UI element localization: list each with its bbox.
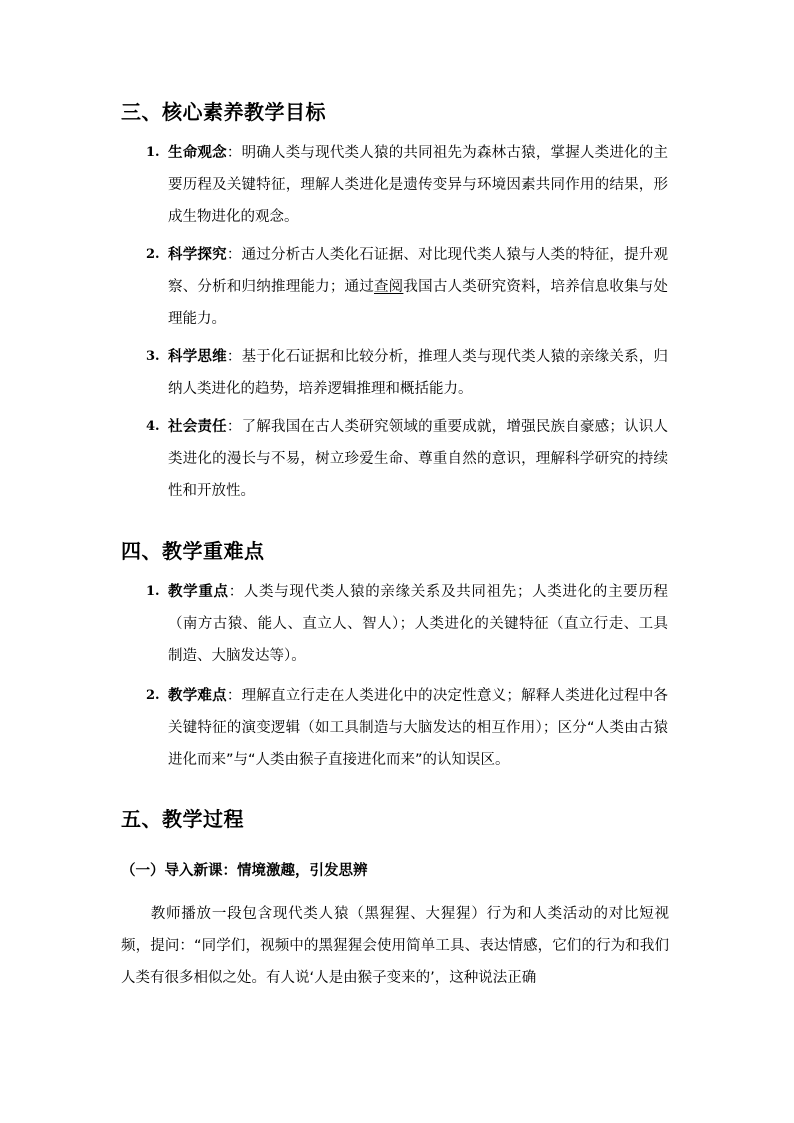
list-item: [146, 680, 669, 776]
item-number: 1.: [146, 584, 160, 599]
item-term: 教学难点: [168, 688, 227, 704]
item-term: 生命观念: [168, 145, 227, 161]
section-title-core-literacy: 三、核心素养教学目标: [121, 100, 326, 124]
list-item: [146, 239, 669, 335]
item-separator: ：: [226, 145, 242, 161]
item-text: 理解直立行走在人类进化中的决定性意义；解释人类进化过程中各关键特征的演变逻辑（如工具制造与大脑发达的相互作用）；区分“人类由古猿进化而来”与“人类由猴子直接进化而来”的认知误区。: [168, 688, 669, 768]
item-term: 科学思维: [168, 349, 227, 365]
item-term: 社会责任: [168, 419, 227, 435]
item-number: 1.: [146, 145, 160, 160]
item-number: 4.: [146, 419, 160, 434]
item-text: 我国古人类研究资料，培养信息收集与处理能力。: [168, 279, 669, 327]
item-separator: ：: [226, 419, 242, 435]
item-separator: ：: [226, 349, 242, 365]
list-item: [146, 137, 669, 233]
paragraph-text: 教师播放一段包含现代类人猿（黑猩猩、大猩猩）行为和人类活动的对比短视频，提问：“同学们，视频中的黑猩猩会使用简单工具、表达情感，它们的行为和我们人类有很多相似之处。有人说‘人是由猴子变来的’，这种说法正确: [121, 906, 669, 986]
item-number: 2.: [146, 247, 160, 262]
list-item: [146, 576, 668, 672]
subsection-title: （一）导入新课：情境激趣，引发思辨: [121, 863, 368, 879]
item-text: 人类与现代类人猿的亲缘关系及共同祖先；人类进化的主要历程（南方古猿、能人、直立人、智人）；人类进化的关键特征（直立行走、工具制造、大脑发达等）。: [168, 584, 668, 664]
item-term: 科学探究: [168, 247, 227, 263]
item-text: 了解我国在古人类研究领域的重要成就，增强民族自豪感；认识人类进化的漫长与不易，树立珍爱生命、尊重自然的意识，理解科学研究的持续性和开放性。: [168, 419, 669, 499]
list-item: [146, 341, 669, 405]
item-text: 明确人类与现代类人猿的共同祖先为森林古猿，掌握人类进化的主要历程及关键特征，理解人类进化是遗传变异与环境因素共同作用的结果，形成生物进化的观念。: [168, 145, 669, 225]
item-text: 通过分析古人类化石证据、对比现代类人猿与人类的特征，提升观察、分析和归纳推理能力；通过: [168, 247, 669, 295]
item-number: 3.: [146, 349, 160, 364]
item-number: 2.: [146, 688, 160, 703]
item-term: 教学重点: [168, 584, 229, 600]
section-title-teaching-process: 五、教学过程: [121, 807, 244, 831]
item-text-underlined: 查阅: [373, 279, 404, 295]
item-separator: ：: [228, 584, 244, 600]
item-separator: ：: [226, 688, 242, 704]
list-item: [146, 411, 669, 507]
item-text: 基于化石证据和比较分析，推理人类与现代类人猿的亲缘关系，归纳人类进化的趋势，培养逻辑推理和概括能力。: [168, 349, 669, 397]
item-separator: ：: [226, 247, 242, 263]
section-title-key-points: 四、教学重难点: [121, 539, 265, 563]
body-paragraph: [121, 898, 669, 994]
